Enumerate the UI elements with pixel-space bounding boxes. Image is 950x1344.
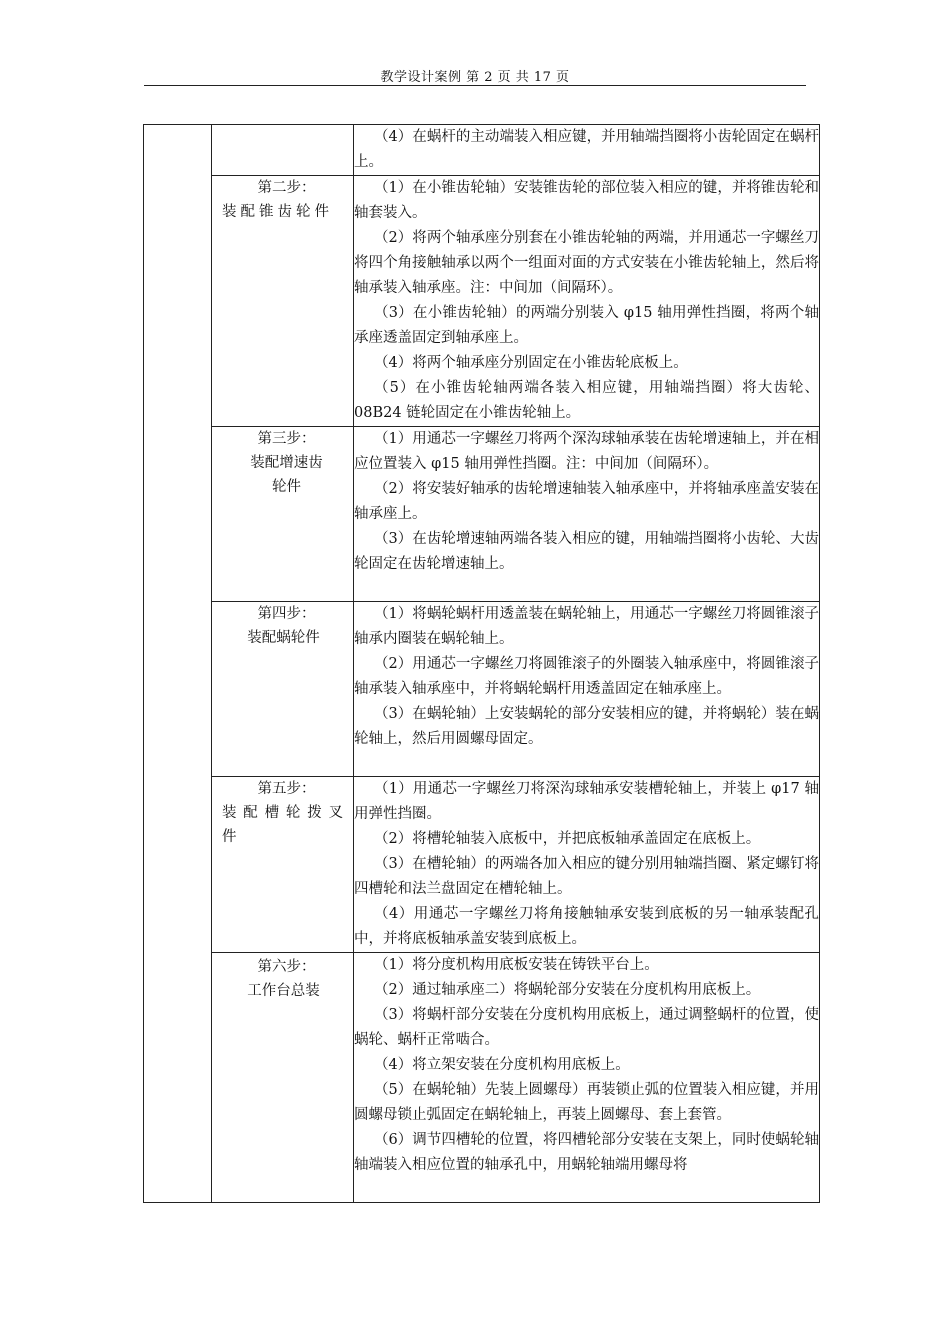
step-paragraph: （1）在小锥齿轮轴）安装锥齿轮的部位装入相应的键，并将锥齿轮和轴套装入。 xyxy=(354,180,819,221)
assembly-steps-table xyxy=(143,124,820,1203)
step-paragraph: （4）在蜗杆的主动端装入相应键，并用轴端挡圈将小齿轮固定在蜗杆上。 xyxy=(354,129,819,170)
step-title: 第五步： xyxy=(257,781,316,797)
step-paragraph: （1）用通芯一字螺丝刀将两个深沟球轴承装在齿轮增速轴上，并在相应位置装入 φ15 轴用弹性挡圈。注：中间加（间隔环）。 xyxy=(354,431,819,472)
step-cell xyxy=(212,125,354,176)
step-paragraph: （4）将两个轴承座分别固定在小锥齿轮底板上。 xyxy=(374,355,688,371)
step-content xyxy=(354,777,820,953)
step-paragraph: （2）将两个轴承座分别套在小锥齿轮轴的两端，并用通芯一字螺丝刀将四个角接触轴承以两个一组面对面的方式安装在小锥齿轮轴上，然后将轴承装入轴承座。注：中间加（间隔环）。 xyxy=(354,230,819,296)
step-cell xyxy=(212,602,354,777)
step-paragraph: （4）用通芯一字螺丝刀将角接触轴承安装到底板的另一轴承装配孔中，并将底板轴承盖安装到底板上。 xyxy=(354,906,819,947)
page-header: 教学设计案例 第 2 页 共 17 页 xyxy=(380,70,570,85)
step-title: 第四步： xyxy=(257,606,316,622)
step-paragraph: （4）将立架安装在分度机构用底板上。 xyxy=(374,1057,630,1073)
step-paragraph: （2）将安装好轴承的齿轮增速轴装入轴承座中，并将轴承座盖安装在轴承座上。 xyxy=(354,481,819,522)
step-title: 第三步： xyxy=(257,431,316,447)
step-paragraph: （3）在齿轮增速轴两端各装入相应的键，用轴端挡圈将小齿轮、大齿轮固定在齿轮增速轴上。 xyxy=(354,531,819,572)
step-name: 装配槽轮拨叉件 xyxy=(222,805,347,845)
blank-first-column xyxy=(144,125,212,1203)
step-content xyxy=(354,602,820,777)
step-cell xyxy=(212,427,354,602)
step-name: 装配增速齿轮件 xyxy=(250,455,323,495)
step-paragraph: （2）用通芯一字螺丝刀将圆锥滚子的外圈装入轴承座中，将圆锥滚子轴承装入轴承座中，并将蜗轮蜗杆用透盖固定在轴承座上。 xyxy=(354,656,819,697)
step-paragraph: （1）用通芯一字螺丝刀将深沟球轴承安装槽轮轴上，并装上 φ17 轴用弹性挡圈。 xyxy=(354,781,819,822)
step-cell xyxy=(212,953,354,1203)
step-content xyxy=(354,427,820,602)
table-row xyxy=(144,602,820,777)
step-paragraph: （2）通过轴承座二）将蜗轮部分安装在分度机构用底板上。 xyxy=(374,982,761,998)
step-paragraph: （3）在槽轮轴）的两端各加入相应的键分别用轴端挡圈、紧定螺钉将四槽轮和法兰盘固定在槽轮轴上。 xyxy=(354,856,819,897)
step-paragraph: （5）在蜗轮轴）先装上圆螺母）再装锁止弧的位置装入相应键，并用圆螺母锁止弧固定在蜗轮轴上，再装上圆螺母、套上套管。 xyxy=(354,1082,819,1123)
step-content xyxy=(354,953,820,1203)
step-content xyxy=(354,176,820,427)
step-cell xyxy=(212,777,354,953)
step-name: 装配蜗轮件 xyxy=(247,630,320,646)
table-row xyxy=(144,953,820,1203)
step-paragraph: （3）在小锥齿轮轴）的两端分别装入 φ15 轴用弹性挡圈，将两个轴承座透盖固定到轴承座上。 xyxy=(354,305,819,346)
step-paragraph: （3）将蜗杆部分安装在分度机构用底板上，通过调整蜗杆的位置，使蜗轮、蜗杆正常啮合。 xyxy=(354,1007,819,1048)
step-paragraph: （1）将蜗轮蜗杆用透盖装在蜗轮轴上，用通芯一字螺丝刀将圆锥滚子轴承内圈装在蜗轮轴上。 xyxy=(354,606,819,647)
table-row xyxy=(144,427,820,602)
step-paragraph: （1）将分度机构用底板安装在铸铁平台上。 xyxy=(374,957,659,973)
step-name: 装配锥齿轮件 xyxy=(222,204,333,220)
step-cell xyxy=(212,176,354,427)
step-title: 第二步： xyxy=(257,180,316,196)
table-row xyxy=(144,777,820,953)
step-name: 工作台总装 xyxy=(247,983,320,999)
step-title: 第六步： xyxy=(257,959,316,975)
step-paragraph: （6）调节四槽轮的位置，将四槽轮部分安装在支架上，同时使蜗轮轴轴端装入相应位置的轴承孔中，用蜗轮轴端用螺母将 xyxy=(354,1132,819,1173)
step-content xyxy=(354,125,820,176)
step-paragraph: （5）在小锥齿轮轴两端各装入相应键，用轴端挡圈）将大齿轮、08B24 链轮固定在小锥齿轮轴上。 xyxy=(354,380,819,421)
header-rule xyxy=(144,85,806,86)
step-paragraph: （3）在蜗轮轴）上安装蜗轮的部分安装相应的键，并将蜗轮）装在蜗轮轴上，然后用圆螺母固定。 xyxy=(354,706,819,747)
table-row xyxy=(144,176,820,427)
step-paragraph: （2）将槽轮轴装入底板中，并把底板轴承盖固定在底板上。 xyxy=(374,831,761,847)
table-row xyxy=(144,125,820,176)
